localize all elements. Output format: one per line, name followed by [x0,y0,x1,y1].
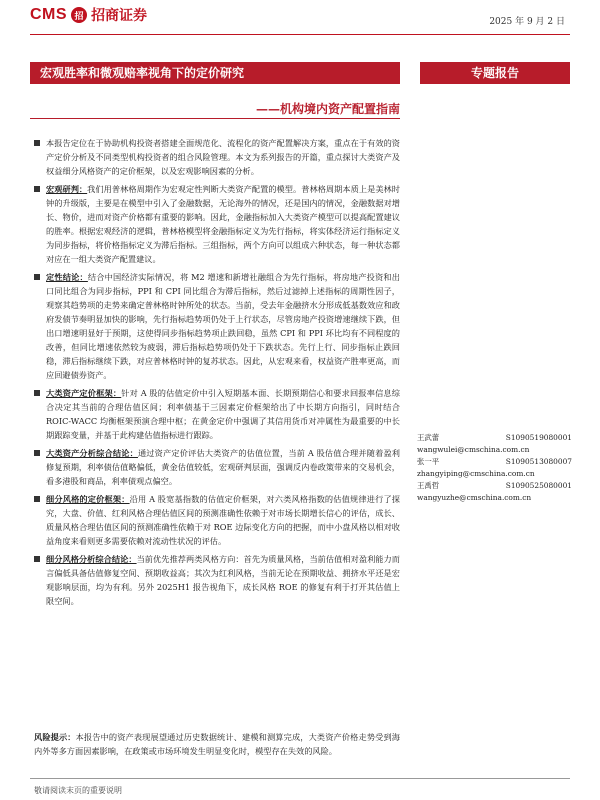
analyst-cert: S1090525080001 [505,481,572,490]
analyst-email[interactable]: zhangyiping@cmschina.com.cn [417,469,535,478]
analyst-list [417,432,572,504]
section-style-pricing [34,492,400,548]
summary-intro [34,136,400,178]
analyst-email[interactable]: wangwulei@cmschina.com.cn [417,445,530,454]
logo-cn: 招商证券 [91,8,148,24]
footer-divider [30,778,570,779]
analyst-entry [417,432,572,456]
summary-body [34,136,400,612]
bullet-square-icon [34,390,40,396]
analyst-entry [417,480,572,504]
section-asset-conclusion [34,446,400,488]
risk-label: 风险提示： [34,732,76,742]
bullet-square-icon [34,556,40,562]
report-subtitle: ——机构境内资产配置指南 [255,102,400,116]
analyst-name: 张一平 [417,457,440,466]
section-text: 沿用 A 股宽基指数的估值定价框架，对六类风格指数的估值规律进行了探究，大盘、价值、红利风格合理估值区间的预测准确性依赖于对市场长期增长信心的评估，成长、质量风格合理估值区间的预测准确性依赖于对 ROE 边际变化方向的把握，而中小盘风格以相对收益角度来看则更多需要依赖对流动性状况的评估。 [46,494,400,546]
logo-en: CMS [30,6,68,23]
section-macro [34,182,400,266]
analyst-email[interactable]: wangyuzhe@cmschina.com.cn [417,493,532,502]
section-label: 细分风格的定价框架： [46,494,130,504]
bullet-square-icon [34,274,40,280]
section-label: 细分风格分析综合结论： [46,554,137,564]
analyst-entry [417,456,572,480]
footer-note: 敬请阅读末页的重要说明 [34,786,122,795]
report-title: 宏观胜率和微观赔率视角下的定价研究 [30,62,400,84]
analyst-name: 王禹哲 [417,481,440,490]
analyst-cert: S1090513080007 [505,457,572,466]
section-label: 定性结论： [46,272,88,282]
section-label: 宏观研判： [46,184,88,194]
section-text: 本报告定位在于协助机构投资者搭建全面规范化、流程化的资产配置解决方案，重点在于有效的资产定价分析及不同类型机构投资者的组合风险管理。本文为系列报告的开篇，重点探讨大类资产及权益细分风格资产的定价框架，以及宏观影响因素的分析。 [46,138,400,176]
report-type-tag: 专题报告 [420,62,570,84]
section-text: 结合中国经济实际情况，将 M2 增速和新增社融组合为先行指标，将房地产投资和出口同比组合为同步指标，PPI 和 CPI 同比组合为滞后指标，然后过滤掉上述指标的周期性因子，观察其趋势项的走势来确定普林格时钟所处的状态。当前，受去年金融挤水分形成低基数效应和政府发债节奏明显加快的影响，先行指标趋势项仍处于上行状态，尽管房地产投资增速继续下跌，但出口增速明显好于预期，这使得同步指标趋势项止跌回稳，虽然 CPI 和 PPI 环比均有不同程度的改善，但同比增速依然较为疲弱，滞后指标趋势项仍处于下跌状态。先行上行、同步指标止跌回稳，滞后指标继续下跌，对应普林格时钟的复苏状态。因此，从宏观来看，权益资产胜率更高，而应回避债券资产。 [46,272,400,380]
bullet-square-icon [34,450,40,456]
section-asset-pricing [34,386,400,442]
bullet-square-icon [34,186,40,192]
risk-warning [34,730,400,758]
section-text: 当前优先推荐两类风格方向：首先为质量风格，当前估值相对盈利能力而言偏低具备估值修复空间、预期收益高；其次为红利风格，当前无论在预期收益、拥挤水平还是宏观影响层面，均为有利。另外 2025H1 报告视角下，成长风格 ROE 的修复有利于打开其估值上限空间。 [46,554,400,606]
section-qualitative [34,270,400,382]
section-label: 大类资产分析综合结论： [46,448,138,458]
section-label: 大类资产定价框架： [46,388,122,398]
header-divider [30,34,570,35]
bullet-square-icon [34,496,40,502]
logo-seal-icon: 招 [71,7,87,23]
subtitle-divider [30,118,400,119]
report-date: 2025 年 9 月 2 日 [489,17,565,27]
analyst-name: 王武蕾 [417,433,440,442]
section-text: 针对 A 股的估值定价中引入短期基本面、长期预期信心和要求回报率信息综合决定其当前的合理估值区间；利率债基于三因素定价框架给出了中长期方向指引，同时结合 ROIC-WACC 均衡框架预演合理中枢；在黄金定价中强调了其信用货币对冲属性为最重要的中长期跟踪变量，并基于此构建估值指标进行跟踪。 [46,388,400,440]
bullet-square-icon [34,140,40,146]
company-logo [30,6,147,24]
section-text: 通过资产定价评估大类资产的估值位置，当前 A 股估值合理并随着盈利修复预期，利率债估值略偏低，黄金估值较低，宏观研判层面，强调反内卷政策带来的交易机会，看多港股和商品，利率债观点偏空。 [46,448,400,486]
risk-text: 本报告中的资产表现展望通过历史数据统计、建模和测算完成，大类资产价格走势受到海内外等多方面因素影响，在政策或市场环境发生明显变化时，模型存在失效的风险。 [34,732,400,756]
analyst-cert: S1090519080001 [505,433,572,442]
section-style-conclusion [34,552,400,608]
section-text: 我们用普林格周期作为宏观定性判断大类资产配置的模型。普林格周期本质上是美林时钟的升级版，主要是在模型中引入了金融数据，无论海外的情况，还是国内的情况，金融数据对增长、物价，进而对资产价格都有重要的影响。因此，金融指标加入大类资产模型可以提高配置建议的胜率。根据宏观经济的逻辑，普林格模型将金融指标定义为先行指标，将实体经济运行指标定义为同步指标，将价格指标定义为滞后指标。三组指标，两个方向可以组成六种状态，每一种状态都对应在一组大类资产配置建议。 [46,184,400,264]
